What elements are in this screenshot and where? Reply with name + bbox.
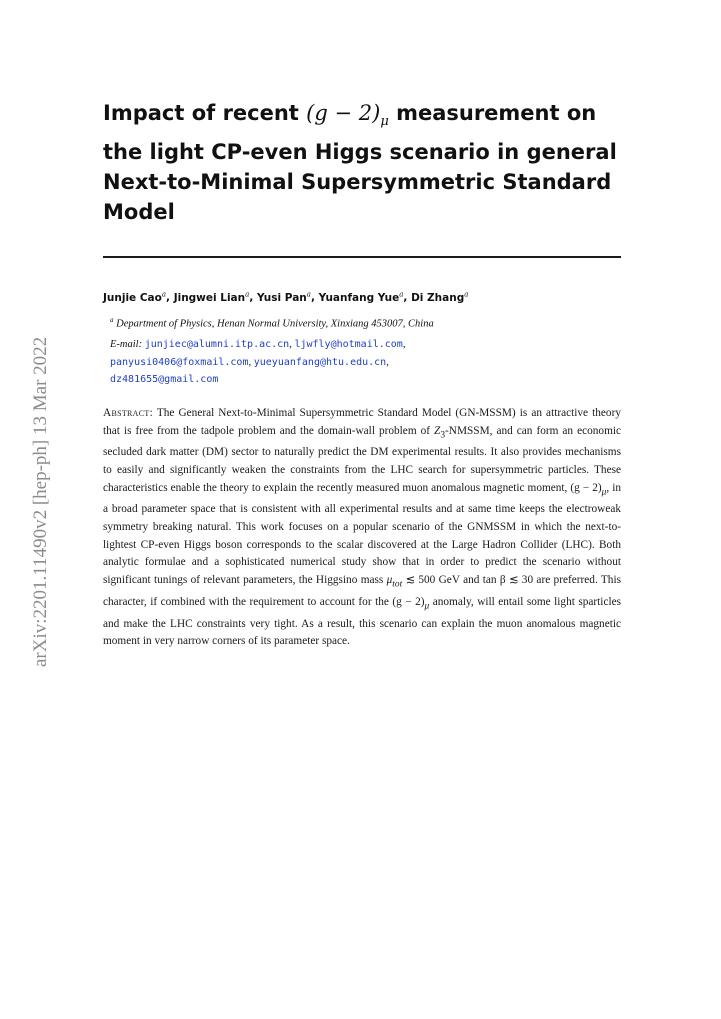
author: Jingwei Lian$^a$	[173, 290, 250, 304]
arxiv-identifier-stamp: arXiv:2201.11490v2 [hep-ph] 13 Mar 2022	[30, 336, 51, 668]
author: Yuanfang Yue$^a$	[318, 290, 404, 304]
abstract-heading: Abstract:	[103, 407, 154, 419]
email-block: E-mail: junjiec@alumni.itp.ac.cn, ljwfly@hotmail.com, panyusi0406@foxmail.com, yueyuanfang@htu.edu.cn, dz481655@gmail.com	[110, 339, 406, 385]
title-divider	[103, 256, 621, 258]
title-suffix: measurement on the light CP-even Higgs scenario in general Next-to-Minimal Supersymmetric Standard Model	[103, 101, 617, 225]
affiliation-text: Department of Physics, Henan Normal University, Xinxiang 453007, China	[116, 318, 434, 330]
affiliation	[110, 316, 434, 330]
abstract: Abstract: The General Next-to-Minimal Supersymmetric Standard Model (GN-MSSM) is an attractive theory that is free from the tadpole problem and the domain-wall problem of $Z_3$-NMSSM, and can form an economic secluded dark matter (DM) sector to naturally predict the DM experimental results. It also provides mechanisms to easily and significantly weaken the constraints from the LHC search for supersymmetric particles. These characteristics enable the theory to explain the recently measured muon anomalous magnetic moment, $(g - 2)_\mu$, in a broad parameter space that is consistent with all experimental results and at same time keeps the electroweak symmetry breaking natural. This work focuses on a popular scenario of the GNMSSM in which the next-to-lightest CP-even Higgs boson corresponds to the scalar discovered at the Large Hadron Collider (LHC). Both analytic formulae and a sophisticated numerical study show that in order to predict the scenario without significant tunings of relevant parameters, the Higgsino mass $\mu_{tot}$ ≲ 500 GeV and tan β ≲ 30 are preferred. This character, if combined with the requirement to account for the $(g - 2)_\mu$ anomaly, will entail some light sparticles and make the LHC constraints very tight. As a result, this scenario can explain the muon anomalous magnetic moment in very narrow corners of its parameter space.	[103, 407, 622, 648]
email-label: E-mail:	[110, 339, 143, 350]
email-link[interactable]: dz481655@gmail.com	[110, 374, 219, 385]
author-list: Junjie Cao$^a$, Jingwei Lian$^a$, Yusi Pan$^a$, Yuanfang Yue$^a$, Di Zhang$^a$	[103, 290, 469, 304]
author: Di Zhang$^a$	[411, 290, 469, 304]
email-link[interactable]: junjiec@alumni.itp.ac.cn	[144, 339, 290, 350]
title-math-g-minus-2: $(g - 2)_\mu$	[306, 101, 389, 130]
affiliation-marker: a	[110, 316, 114, 324]
title-prefix: Impact of recent	[103, 101, 307, 125]
email-link[interactable]: yueyuanfang@htu.edu.cn	[253, 356, 387, 368]
author: Junjie Cao$^a$	[103, 290, 167, 304]
email-link[interactable]: ljwfly@hotmail.com	[294, 339, 403, 350]
author: Yusi Pan$^a$	[256, 290, 311, 304]
paper-title	[103, 98, 623, 227]
email-link[interactable]: panyusi0406@foxmail.com	[110, 356, 249, 368]
